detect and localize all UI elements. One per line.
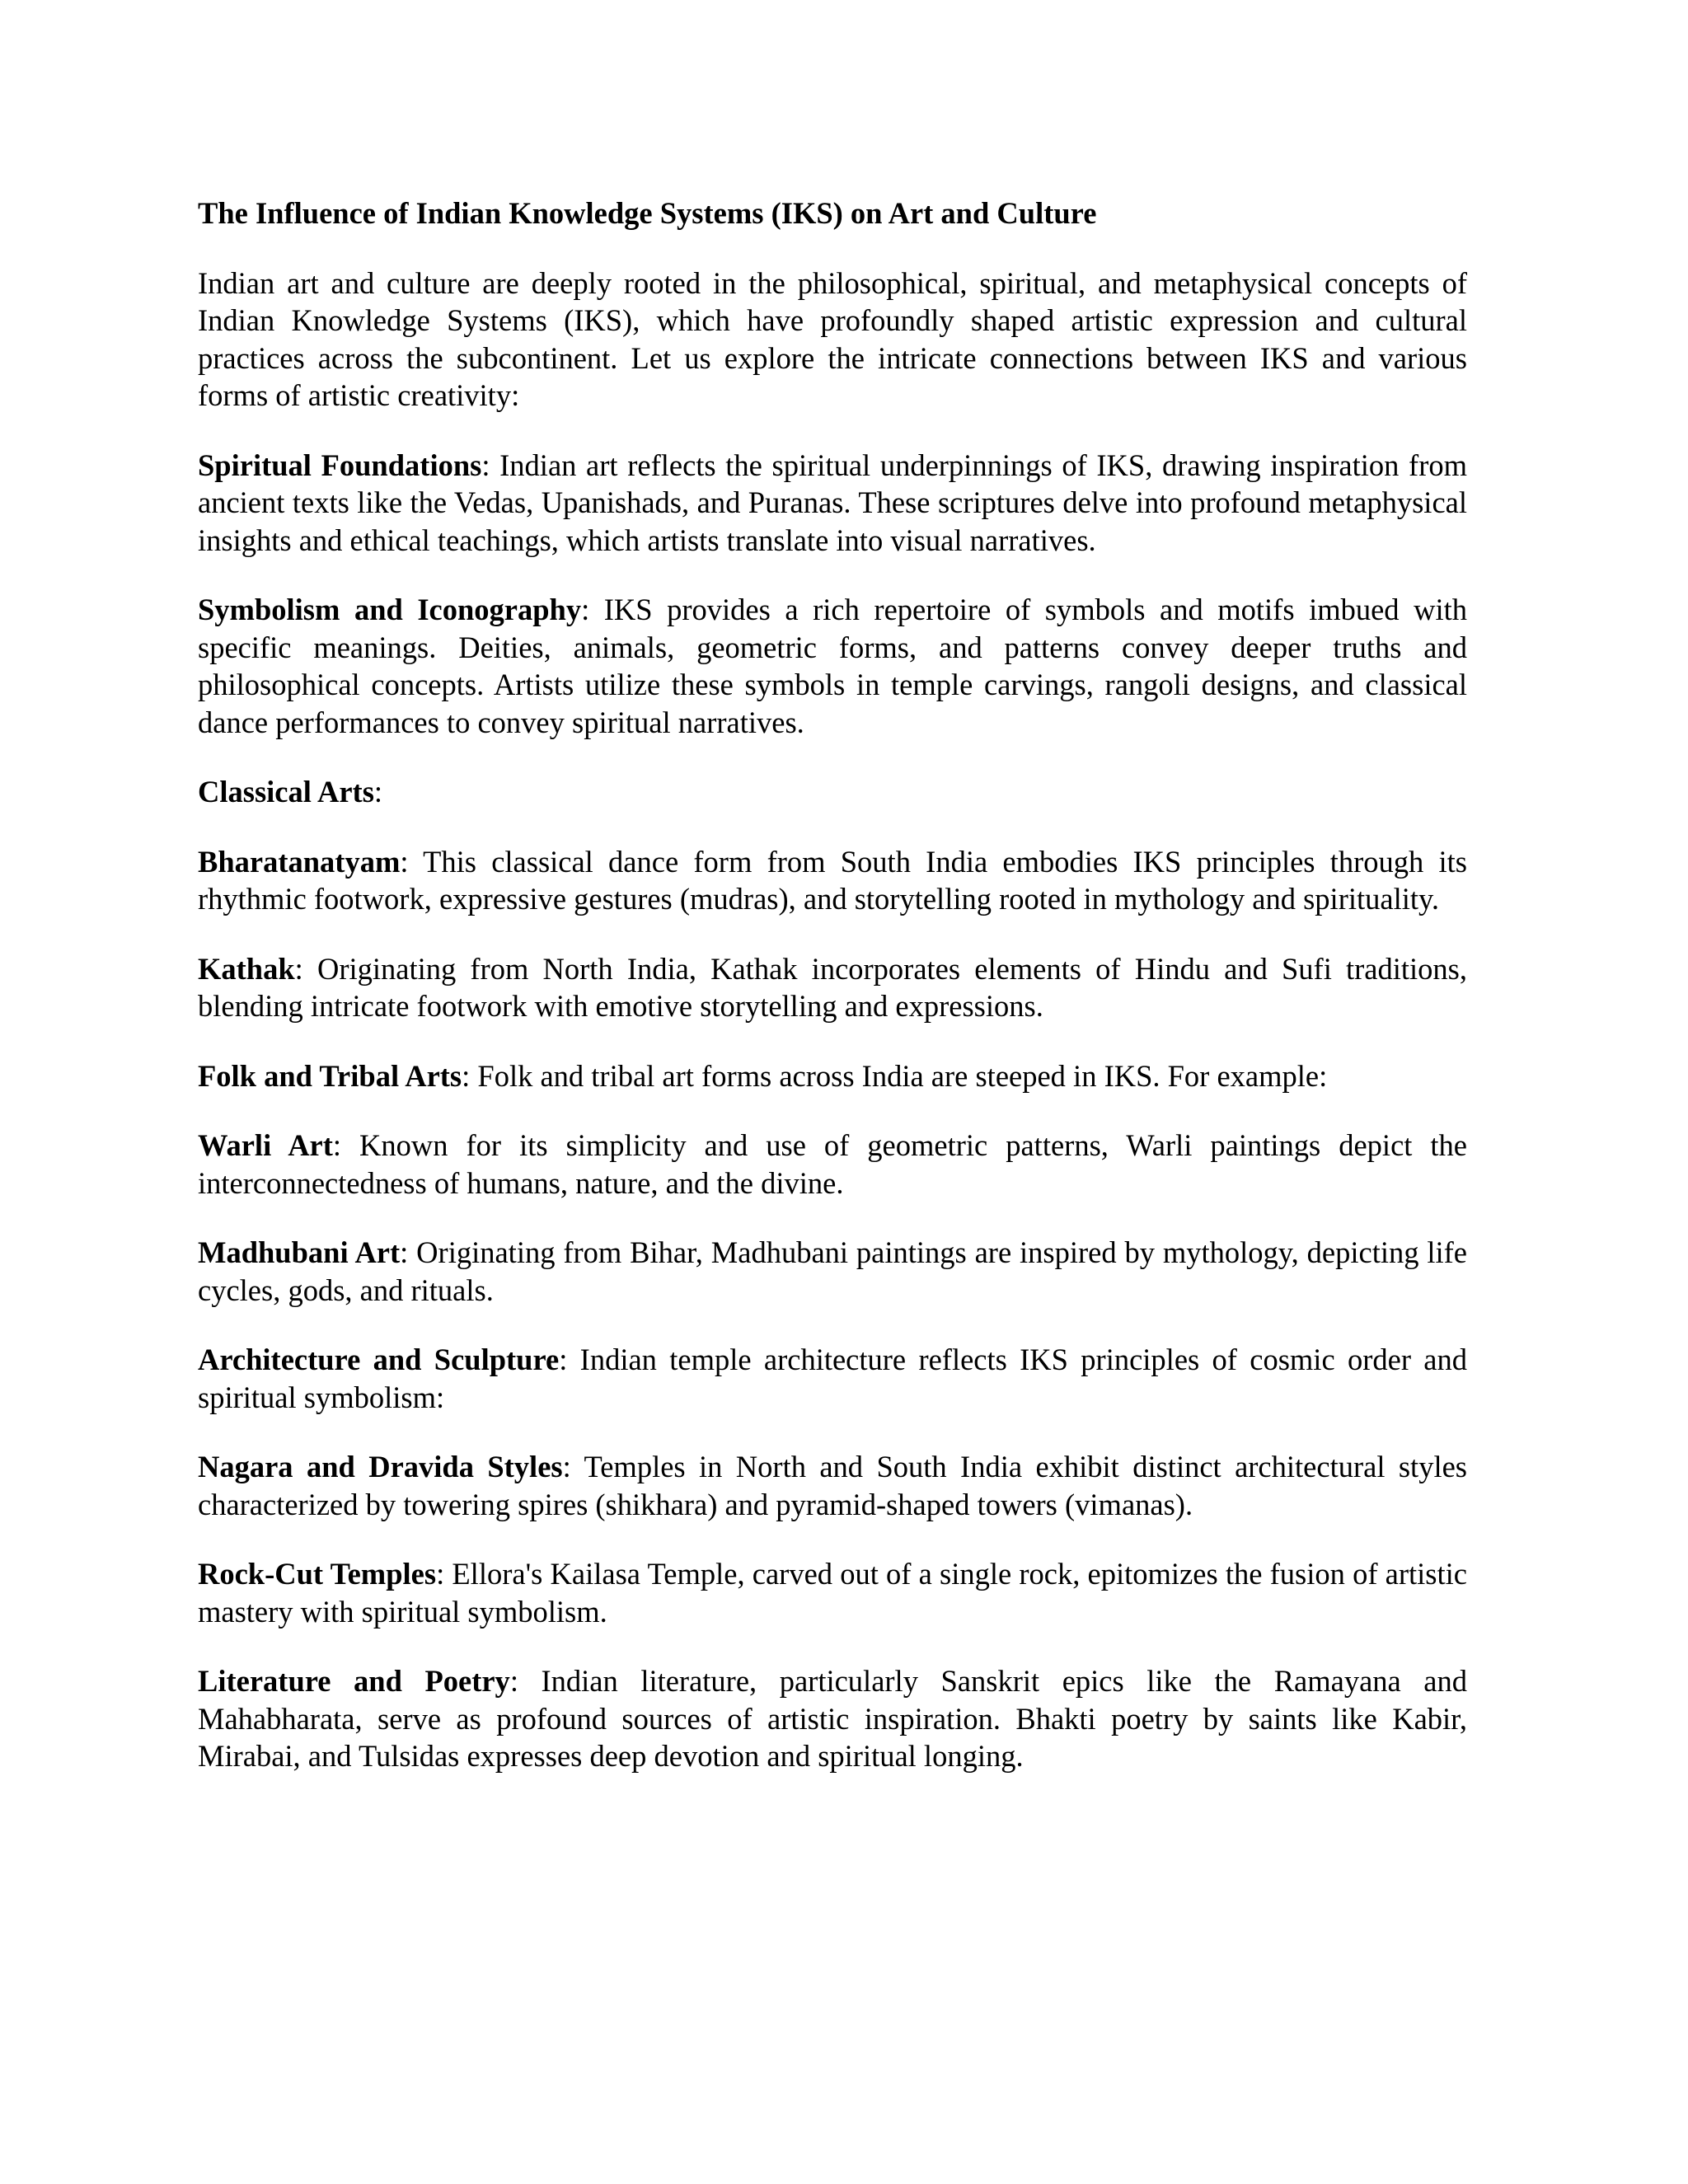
section-nagara-dravida-styles (198, 1448, 1467, 1523)
document-page (198, 194, 1467, 1807)
section-text: : Indian literature, particularly Sanskrit epics like the Ramayana and Mahabharata, serve as profound sources of artistic inspiration. Bhakti poetry by saints like Kabir, Mirabai, and Tulsidas expresses deep devotion and spiritual longing. (198, 1664, 1467, 1773)
section-kathak (198, 950, 1467, 1025)
section-text: : Originating from North India, Kathak incorporates elements of Hindu and Sufi traditions, blending intricate footwork with emotive storytelling and expressions. (198, 951, 1467, 1023)
section-text: : IKS provides a rich repertoire of symbols and motifs imbued with specific meanings. Deities, animals, geometric forms, and patterns convey deeper truths and philosophical concepts. Artists utilize these symbols in temple carvings, rangoli designs, and classical dance performances to convey spiritual narratives. (198, 593, 1467, 739)
section-symbolism-iconography (198, 591, 1467, 741)
section-term: Folk and Tribal Arts (198, 1058, 462, 1093)
section-madhubani-art (198, 1234, 1467, 1309)
section-spiritual-foundations (198, 447, 1467, 560)
section-term: Rock-Cut Temples (198, 1557, 437, 1591)
section-term: Symbolism and Iconography (198, 593, 582, 626)
section-bharatanatyam (198, 843, 1467, 918)
section-folk-tribal-arts (198, 1057, 1467, 1095)
section-architecture-sculpture (198, 1341, 1467, 1416)
section-text: : Known for its simplicity and use of geometric patterns, Warli paintings depict the interconnectedness of humans, nature, and the divine. (198, 1128, 1467, 1200)
section-warli-art (198, 1127, 1467, 1202)
section-text: : Folk and tribal art forms across India are steeped in IKS. For example: (462, 1058, 1328, 1093)
section-rock-cut-temples (198, 1555, 1467, 1630)
section-text: : (373, 775, 383, 808)
section-text: : Indian temple architecture reflects IKS principles of cosmic order and spiritual symbolism: (198, 1343, 1467, 1414)
section-term: Bharatanatyam (198, 844, 401, 879)
section-text: : Temples in North and South India exhibit distinct architectural styles characterized by towering spires (shikhara) and pyramid-shaped towers (vimanas). (198, 1450, 1467, 1521)
intro-paragraph: Indian art and culture are deeply rooted in the philosophical, spiritual, and metaphysical concepts of Indian Knowledge Systems (IKS), which have profoundly shaped artistic expression and cultural practices across the subcontinent. Let us explore the intricate connections between IKS and various forms of artistic creativity: (198, 265, 1467, 412)
section-term: Spiritual Foundations (198, 448, 482, 482)
section-term: Madhubani Art (198, 1235, 401, 1269)
section-term: Nagara and Dravida Styles (198, 1450, 563, 1483)
section-text: : Indian art reflects the spiritual underpinnings of IKS, drawing inspiration from ancient texts like the Vedas, Upanishads, and Puranas. These scriptures delve into profound metaphysical insights and ethical teachings, which artists translate into visual narratives. (198, 448, 1468, 557)
section-text: : Originating from Bihar, Madhubani paintings are inspired by mythology, depicting life cycles, gods, and rituals. (198, 1235, 1468, 1307)
section-classical-arts (198, 773, 1467, 811)
section-text: : This classical dance form from South India embodies IKS principles through its rhythmic footwork, expressive gestures (mudras), and storytelling rooted in mythology and spirituality. (198, 844, 1467, 916)
section-term: Kathak (198, 951, 295, 986)
section-term: Literature and Poetry (198, 1664, 510, 1698)
section-term: Classical Arts (198, 775, 374, 808)
section-term: Warli Art (198, 1128, 333, 1162)
section-text: : Ellora's Kailasa Temple, carved out of a single rock, epitomizes the fusion of artistic mastery with spiritual symbolism. (198, 1557, 1467, 1629)
section-term: Architecture and Sculpture (198, 1343, 560, 1376)
document-title: The Influence of Indian Knowledge Systems (IKS) on Art and Culture (198, 196, 1097, 230)
section-literature-poetry (198, 1662, 1467, 1775)
